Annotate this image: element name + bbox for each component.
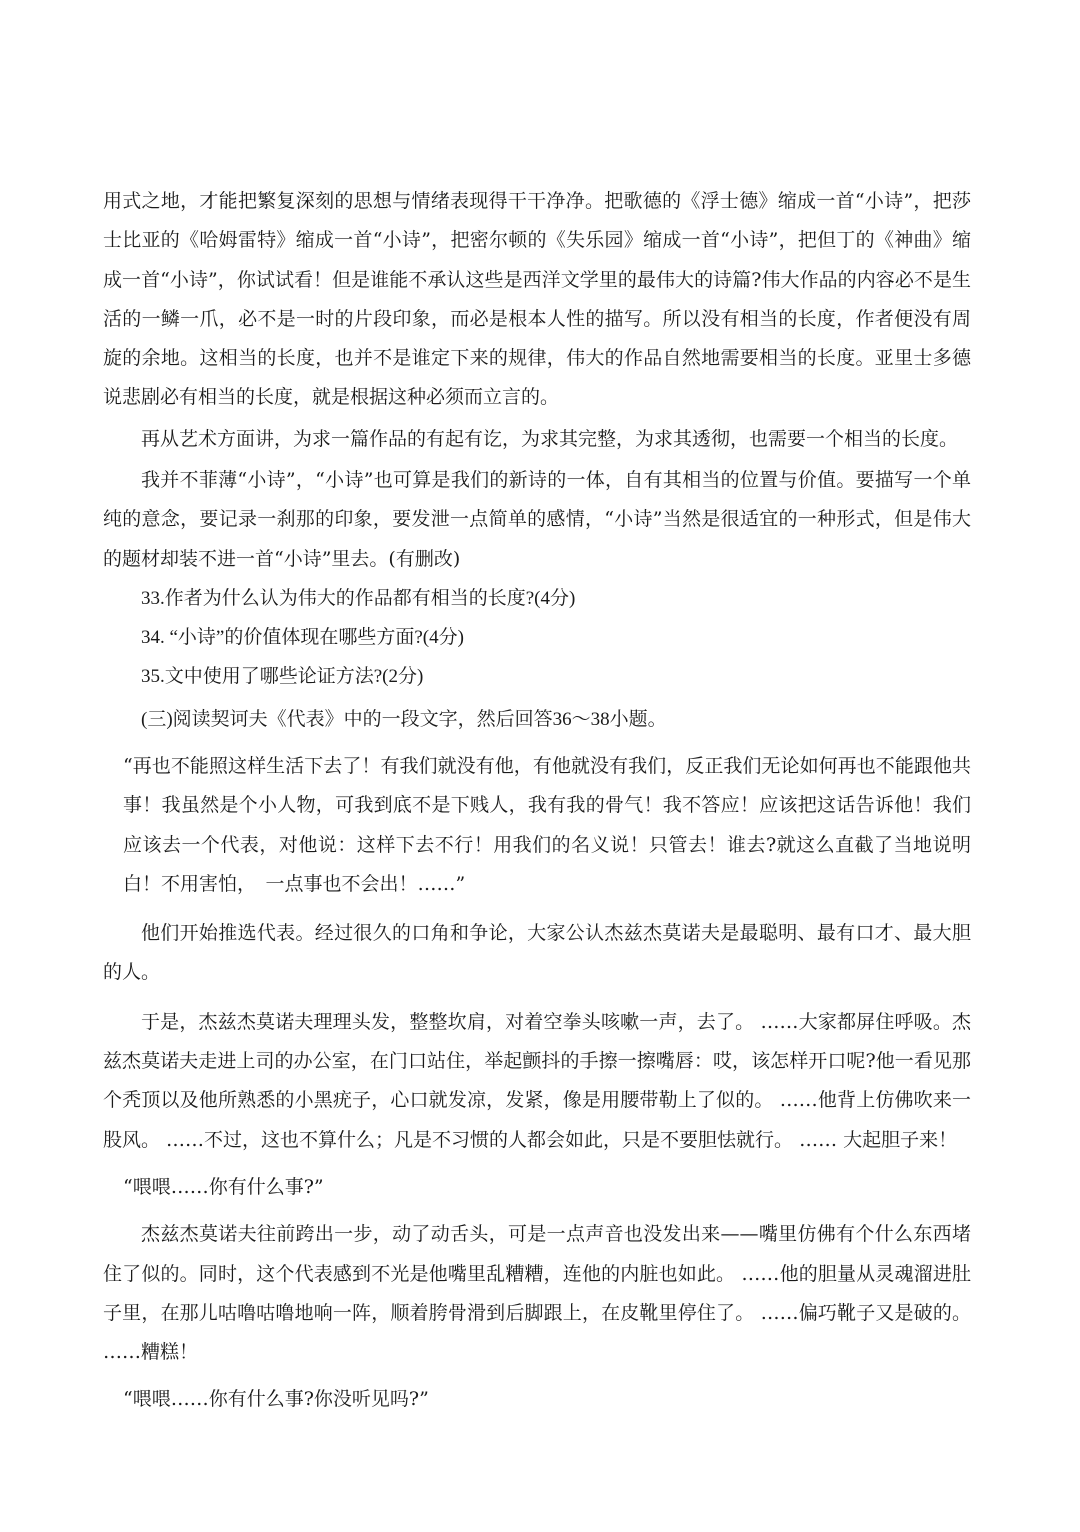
question-33: 33.作者为什么认为伟大的作品都有相当的长度?(4分): [141, 587, 576, 609]
passage-two-paragraph-2: 再从艺术方面讲，为求一篇作品的有起有讫，为求其完整，为求其透彻，也需要一个相当的长度。: [141, 427, 959, 450]
passage-three-paragraph-6: “喂喂……你有什么事?你没听见吗?”: [123, 1388, 429, 1411]
passage-three-paragraph-2: 他们开始推选代表。经过很久的口角和争论，大家公认杰兹杰莫诺夫是最聪明、最有口才、最大胆的人。: [103, 922, 971, 984]
passage-two-paragraph-3: 我并不菲薄“小诗”，“小诗”也可算是我们的新诗的一体，自有其相当的位置与价值。要描写一个单纯的意念，要记录一刹那的印象，要发泄一点简单的感情，“小诗”当然是很适宜的一种形式，但是伟大的题材却装不进一首“小诗”里去。(有删改): [103, 469, 971, 570]
page-content: [103, 182, 971, 1420]
question-34: 34. “小诗”的价值体现在哪些方面?(4分): [141, 626, 464, 648]
passage-three-paragraph-1: “再也不能照这样生活下去了！有我们就没有他，有他就没有我们，反正我们无论如何再也不能跟他共事！我虽然是个小人物，可我到底不是下贱人，我有我的骨气！我不答应！应该把这话告诉他！我们应该去一个代表，对他说：这样下去不行！用我们的名义说！只管去！谁去?就这么直截了当地说明白！不用害怕， 一点事也不会出！……”: [123, 754, 971, 895]
question-35: 35.文中使用了哪些论证方法?(2分): [141, 665, 424, 687]
passage-three-paragraph-3: 于是，杰兹杰莫诺夫理理头发，整整坎肩，对着空拳头咳嗽一声，去了。 ……大家都屏住呼吸。杰兹杰莫诺夫走进上司的办公室，在门口站住，举起颤抖的手擦一擦嘴唇：哎，该怎样开口呢?他一看见那个秃顶以及他所熟悉的小黑疣子，心口就发凉，发紧，像是用腰带勒上了似的。 ……他背上仿佛吹来一股风。 ……不过，这也不算什么；凡是不习惯的人都会如此，只是不要胆怯就行。 …… 大起胆子来！: [103, 1010, 971, 1151]
passage-three-paragraph-4: “喂喂……你有什么事?”: [123, 1175, 324, 1198]
passage-three-paragraph-5: 杰兹杰莫诺夫往前跨出一步，动了动舌头，可是一点声音也没发出来——嘴里仿佛有个什么东西堵住了似的。同时，这个代表感到不光是他嘴里乱糟糟，连他的内脏也如此。 ……他的胆量从灵魂溜进肚子里，在那儿咕噜咕噜地响一阵，顺着胯骨滑到后脚跟上，在皮靴里停住了。 ……偏巧靴子又是破的。 ……糟糕！: [103, 1223, 971, 1364]
passage-two-paragraph-1: 用式之地，才能把繁复深刻的思想与情绪表现得干干净净。把歌德的《浮士德》缩成一首“小诗”，把莎士比亚的《哈姆雷特》缩成一首“小诗”，把密尔顿的《失乐园》缩成一首“小诗”，把但丁的《神曲》缩成一首“小诗”，你试试看！但是谁能不承认这些是西洋文学里的最伟大的诗篇?伟大作品的内容必不是生活的一鳞一爪，必不是一时的片段印象，而必是根本人性的描写。所以没有相当的长度，作者便没有周旋的余地。这相当的长度，也并不是谁定下来的规律，伟大的作品自然地需要相当的长度。亚里士多德说悲剧必有相当的长度，就是根据这种必须而立言的。: [103, 190, 971, 409]
section-three-heading: (三)阅读契诃夫《代表》中的一段文字，然后回答36～38小题。: [141, 708, 667, 730]
